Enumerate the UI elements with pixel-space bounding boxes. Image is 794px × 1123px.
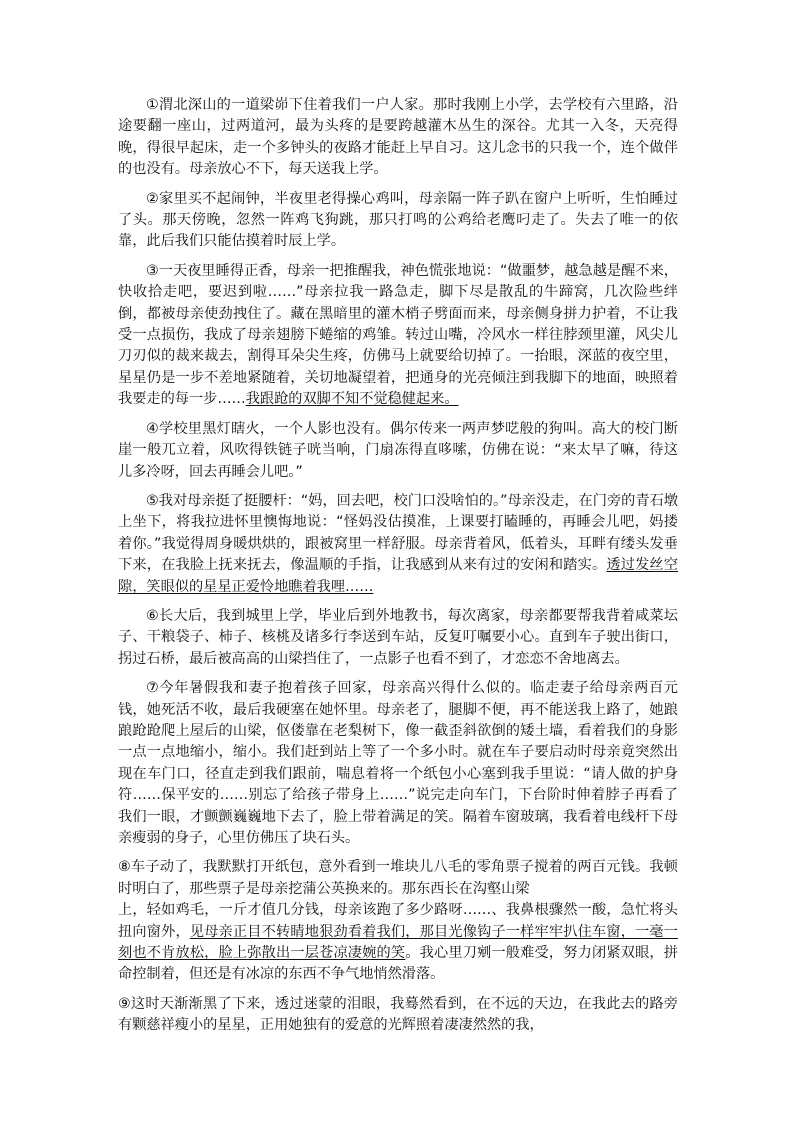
paragraph-5 — [118, 491, 678, 598]
paragraph-9: ⑨这时天渐渐黑了下来，透过迷蒙的泪眼，我蓦然看到，在不远的天边，在我此去的路旁有颗慈祥瘦小的星星，正用她独有的爱意的光辉照着凄凄然然的我， — [118, 995, 678, 1034]
paragraph-3-underlined-sentence: 我跟跄的双脚不知不觉稳健起来。 — [245, 391, 459, 408]
paragraph-8-underlined-sentence: 见母亲正目不转睛地狠劲看着我们，那目光像钩子一样牢牢扒住车窗，一毫一刻也不肯放松，脸上弥散出一层苍凉凄婉的笑 — [118, 923, 678, 962]
article-body — [118, 95, 678, 1045]
paragraph-1: ①渭北深山的一道梁峁下住着我们一户人家。那时我刚上小学，去学校有六里路，沿途要翻一座山，过两道河，最为头疼的是要跨越灌木丛生的深谷。尤其一入冬，天亮得晚，得很早起床，走一个多钟头的夜路才能赶上早自习。这儿念书的只我一个，连个做伴的也没有。母亲放心不下，每天送我上学。 — [118, 97, 678, 178]
paragraph-3 — [118, 261, 678, 411]
paragraph-8-continued — [118, 900, 678, 986]
paragraph-4: ④学校里黑灯瞎火，一个人影也没有。偶尔传来一两声梦呓般的狗叫。高大的校门断崖一般兀立着，风吹得铁链子咣当响，门扇冻得直哆嗦，仿佛在说：“来太早了嘛，待这儿多冷呀，回去再睡会儿吧。” — [118, 420, 678, 480]
paragraph-5-underlined-sentence: 透过发丝空隙，笑眼似的星星正爱怜地瞧着我哩…… — [118, 557, 678, 595]
paragraph-5-text: ⑤我对母亲挺了挺腰杆：“妈，回去吧，校门口没啥怕的。”母亲没走，在门旁的青石墩上坐下，将我拉进怀里懊悔地说：“怪妈没估摸准，上课要打瞌睡的，再睡会儿吧，妈搂着你。”我觉得周身暖烘烘的，跟被窝里一样舒服。母亲背着风，低着头，耳畔有缕头发垂下来，在我脸上抚来抚去，像温顺的手指，让我感到从来有过的安闲和踏实。 — [118, 492, 678, 574]
paragraph-8-continued-text: 上，轻如鸡毛，一斤才值几分钱，母亲该跑了多少路呀……、我鼻根骤然一酸，急忙将头扭向窗外， — [118, 902, 678, 940]
paragraph-7: ⑦今年暑假我和妻子抱着孩子回家，母亲高兴得什么似的。临走妻子给母亲两百元钱，她死活不收，最后我硬塞在她怀里。母亲老了，腿脚不便，再不能送我上路了，她踉踉跄跄爬上屋后的山梁，伛偻靠在老梨树下，像一截歪斜欲倒的矮土墙，看着我们的身影一点一点地缩小，缩小。我们赶到站上等了一个多小时。就在车子要启动时母亲竟突然出现在车门口，径直走到我们跟前，喘息着将一个纸包小心塞到我手里说：“请人做的护身符……保平安的……别忘了给孩子带身上……”说完走向车门，下台阶时伸着脖子再看了我们一眼，才颤颤巍巍地下去了，脸上带着满足的笑。隔着车窗玻璃，我看着电线杆下母亲瘦弱的身子，心里仿佛压了块石头。 — [118, 680, 678, 846]
paragraph-2: ②家里买不起闹钟，半夜里老得操心鸡叫，母亲隔一阵子趴在窗户上听听，生怕睡过了头。那天傍晚，忽然一阵鸡飞狗跳，那只打鸣的公鸡给老鹰叼走了。失去了唯一的依靠，此后我们只能估摸着时辰上学。 — [118, 190, 678, 250]
paragraph-6: ⑥长大后，我到城里上学，毕业后到外地教书，每次离家，母亲都要帮我背着咸菜坛子、干粮袋子、柿子、核桃及诸多行李送到车站，反复叮嘱要小心。直到车子驶出街口，拐过石桥，最后被高高的山梁挡住了，一点影子也看不到了，才恋恋不舍地离去。 — [118, 607, 678, 667]
paragraph-8: ⑧车子动了，我默默打开纸包，意外看到一堆块儿八毛的零角票子搅着的两百元钱。我顿时明白了，那些票子是母亲挖蒲公英换来的。那东西长在沟壑山梁 — [118, 859, 678, 897]
paragraph-8-continued-tail: 。我心里刀剜一般难受，努力闭紧双眼，拼命控制着，但还是有冰凉的东西不争气地悄然滑落。 — [118, 945, 678, 983]
paragraph-3-text: ③一天夜里睡得正香，母亲一把推醒我，神色慌张地说：“做噩梦，越急越是醒不来，快收拾走吧，要迟到啦……”母亲拉我一路急走，脚下尽是散乱的牛蹄窝，几次险些绊倒，都被母亲使劲拽住了。藏在黑暗里的灌木梢子劈面而来，母亲侧身拼力护着，不让我受一点损伤，我成了母亲翅膀下蜷缩的鸡雏。转过山嘴，冷风水一样往脖颈里灌，风尖儿刀刃似的裁来裁去，割得耳朵尖生疼，仿佛马上就要给切掉了。一抬眼，深蓝的夜空里，星星仍是一步不差地紧随着，关切地凝望着，把通身的光亮倾注到我脚下的地面，映照着我要走的每一步…… — [118, 262, 678, 408]
